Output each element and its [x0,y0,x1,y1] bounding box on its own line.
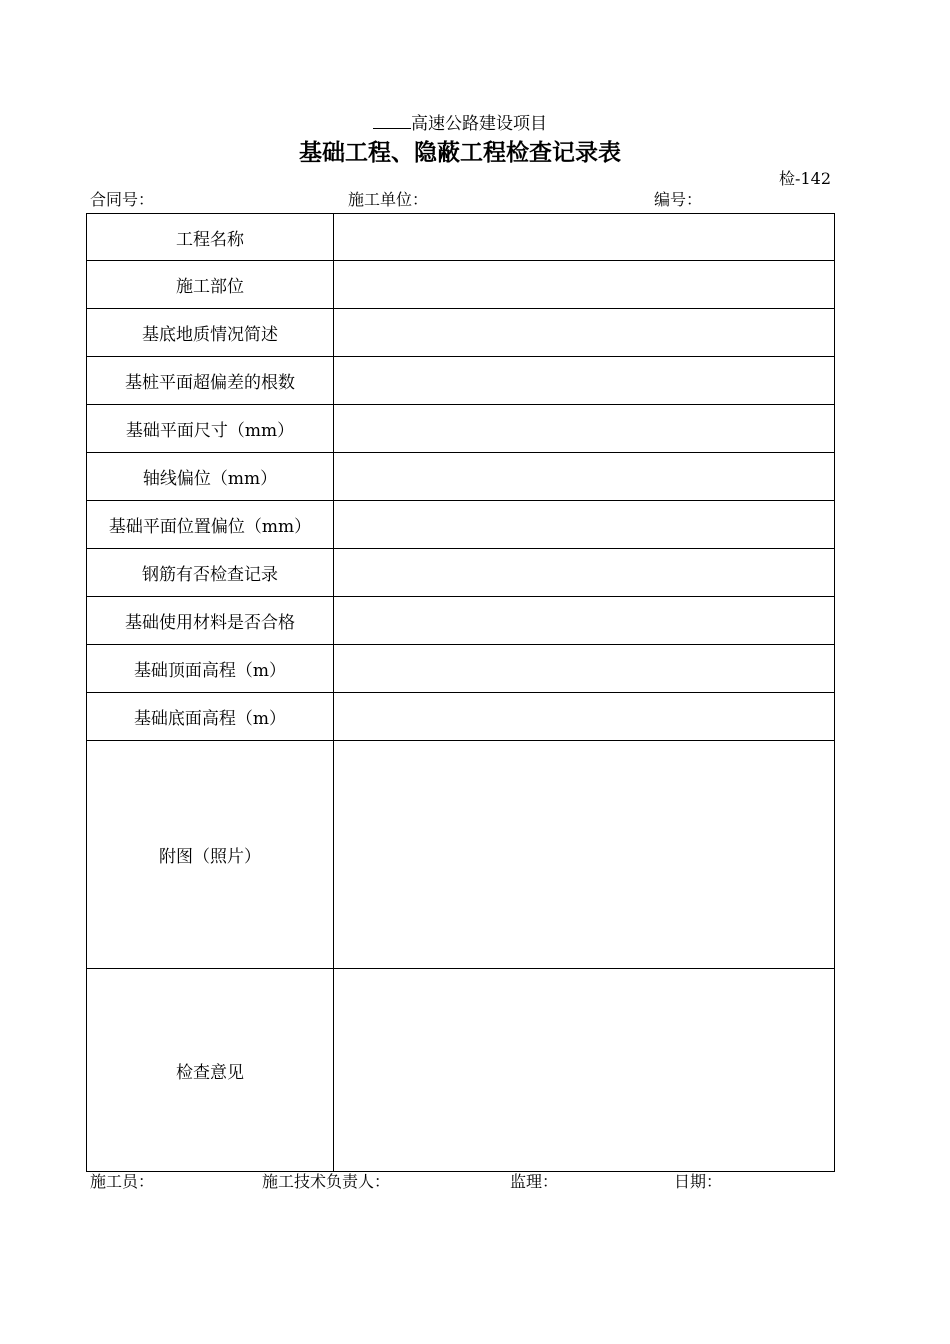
value-axis-deviation[interactable] [334,453,835,501]
value-material-qualified[interactable] [334,597,835,645]
form-code: 检-142 [779,169,831,188]
table-row [87,453,835,501]
value-attached-photo[interactable] [334,741,835,969]
serial-number-label: 编号： [654,190,703,209]
contractor-label: 施工单位： [348,190,429,209]
subtitle-text: 高速公路建设项目 [411,114,547,134]
supervisor-signature-label: 监理： [510,1172,559,1191]
builder-signature-label: 施工员： [90,1172,155,1191]
value-foundation-geology[interactable] [334,309,835,357]
value-rebar-inspection-record[interactable] [334,549,835,597]
row-label-bottom-elevation: 基础底面高程（m） [87,693,334,741]
table-row [87,261,835,309]
value-top-elevation[interactable] [334,645,835,693]
table-row [87,693,835,741]
value-construction-part[interactable] [334,261,835,309]
row-label-rebar-inspection-record: 钢筋有否检查记录 [87,549,334,597]
table-row [87,549,835,597]
row-label-material-qualified: 基础使用材料是否合格 [87,597,334,645]
table-row [87,309,835,357]
row-label-pile-deviation-count: 基桩平面超偏差的根数 [87,357,334,405]
table-row [87,357,835,405]
table-row [87,405,835,453]
row-label-attached-photo: 附图（照片） [87,741,334,969]
value-inspection-opinion[interactable] [334,969,835,1172]
table-row [87,501,835,549]
project-name-blank[interactable] [373,114,411,129]
value-foundation-plan-size[interactable] [334,405,835,453]
value-project-name[interactable] [334,214,835,261]
value-bottom-elevation[interactable] [334,693,835,741]
row-label-foundation-plan-size: 基础平面尺寸（mm） [87,405,334,453]
row-label-project-name: 工程名称 [87,214,334,261]
table-row [87,597,835,645]
table-row [87,645,835,693]
row-label-construction-part: 施工部位 [87,261,334,309]
row-label-plan-position-deviation: 基础平面位置偏位（mm） [87,501,334,549]
value-plan-position-deviation[interactable] [334,501,835,549]
table-row [87,969,835,1172]
value-pile-deviation-count[interactable] [334,357,835,405]
contract-number-label: 合同号： [90,190,155,209]
row-label-axis-deviation: 轴线偏位（mm） [87,453,334,501]
row-label-foundation-geology: 基底地质情况简述 [87,309,334,357]
inspection-table [86,213,835,1172]
row-label-top-elevation: 基础顶面高程（m） [87,645,334,693]
project-subtitle [0,113,920,135]
table-row [87,741,835,969]
tech-lead-signature-label: 施工技术负责人： [262,1172,391,1191]
page-title: 基础工程、隐蔽工程检查记录表 [299,140,621,166]
table-row [87,214,835,261]
row-label-inspection-opinion: 检查意见 [87,969,334,1172]
date-label: 日期： [674,1172,723,1191]
